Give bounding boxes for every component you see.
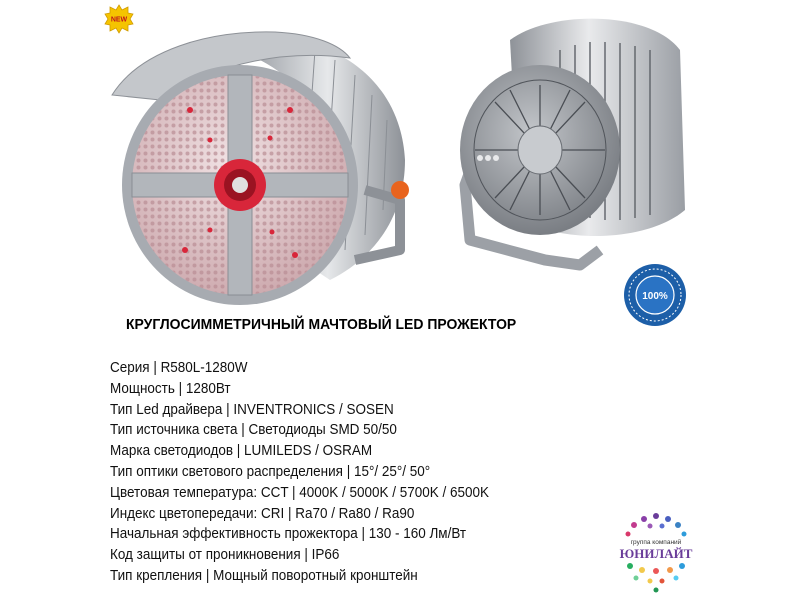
new-badge-text: NEW [110, 16, 128, 24]
spec-cct: Цветовая температура: CCT | 4000K / 5000K / 5700K / 6500K [110, 484, 490, 501]
floodlight-back-icon [450, 10, 700, 300]
spec-optics: Тип оптики светового распределения | 15°/ 25°/ 50° [110, 463, 431, 480]
spec-driver: Тип Led драйвера | INVENTRONICS / SOSEN [110, 401, 394, 418]
spec-series: Серия | R580L-1280W [110, 360, 248, 376]
company-logo-icon [604, 508, 708, 596]
spec-power: Мощность | 1280Вт [110, 380, 231, 397]
quality-seal-icon [622, 262, 688, 328]
spec-cri: Индекс цветопередачи: CRI | Ra70 / Ra80 / Ra90 [110, 505, 415, 522]
spec-led-brand: Марка светодиодов | LUMILEDS / OSRAM [110, 443, 373, 460]
floodlight-front-icon [100, 10, 430, 310]
spec-light-source: Тип источника света | Светодиоды SMD 50/50 [110, 422, 397, 439]
seal-percent-text: 100% [642, 291, 668, 302]
logo-line1: группа компаний [630, 539, 682, 546]
logo-line2: ЮНИЛАЙТ [619, 546, 693, 561]
spec-mounting: Тип крепления | Мощный поворотный кронштейн [110, 567, 418, 584]
spec-efficiency: Начальная эффективность прожектора | 130 - 160 Лм/Вт [110, 526, 467, 543]
spec-list [110, 358, 518, 587]
page-title: КРУГЛОСИММЕТРИЧНЫЙ МАЧТОВЫЙ LED ПРОЖЕКТОР [126, 316, 517, 333]
spec-ip-code: Код защиты от проникновения | IP66 [110, 547, 340, 564]
